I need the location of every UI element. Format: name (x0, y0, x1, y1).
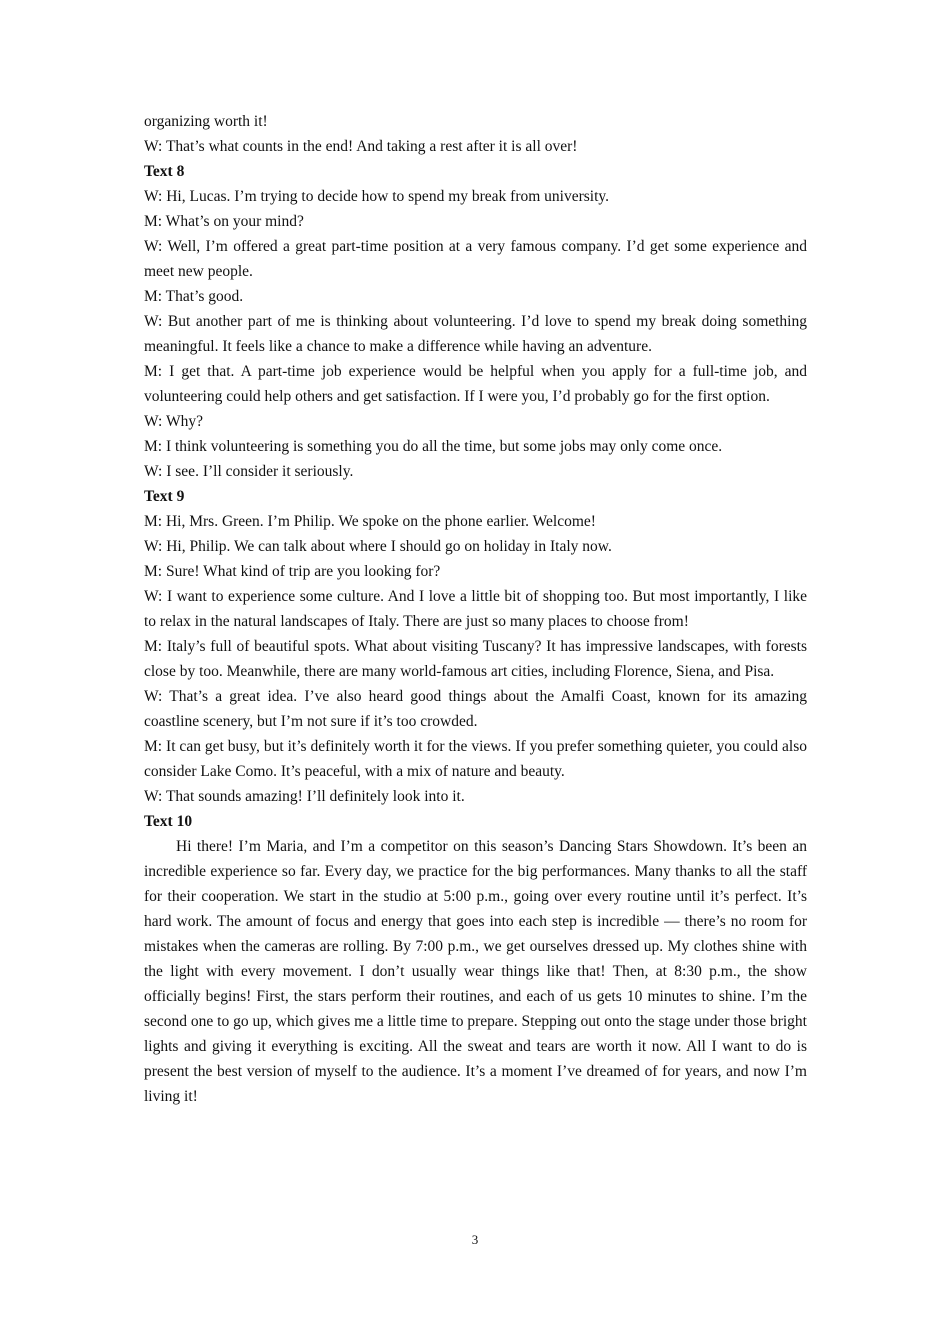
dialogue-line: W: I see. I’ll consider it seriously. (144, 463, 354, 480)
dialogue-line: M: That’s good. (144, 288, 244, 305)
dialogue-line: W: That’s a great idea. I’ve also heard good things about the Amalfi Coast, known for its amazing coastline scenery, but I’m not sure if it’s too crowded. (144, 688, 807, 730)
dialogue-line: M: It can get busy, but it’s definitely worth it for the views. If you prefer something quieter, you could also consider Lake Como. It’s peaceful, with a mix of nature and beauty. (144, 738, 807, 780)
dialogue-line: M: I get that. A part-time job experience would be helpful when you apply for a full-time job, and volunteering could help others and get satisfaction. If I were you, I’d probably go for the first option. (144, 363, 807, 405)
page-number: 3 (471, 1232, 479, 1247)
monologue-paragraph: Hi there! I’m Maria, and I’m a competitor on this season’s Dancing Stars Showdown. It’s been an incredible experience so far. Every day, we practice for the big performances. Many thanks to all the staff for their cooperation. We start in the studio at 5:00 p.m., going over every routine until it’s perfect. It’s hard work. The amount of focus and energy that goes into each step is incredible — there’s no room for mistakes when the cameras are rolling. By 7:00 p.m., we get ourselves dressed up. My clothes shine with the light with every movement. I don’t usually wear things like that! Then, at 8:30 p.m., the show officially begins! First, the stars perform their routines, and each of us gets 10 minutes to shine. I’m the second one to go up, which gives me a little time to prepare. Stepping out onto the stage under those bright lights and giving it everything is exciting. All the sweat and tears are worth it now. All I want to do is present the best version of myself to the audience. It’s a moment I’ve dreamed of for years, and now I’m living it! (144, 838, 807, 1105)
dialogue-line: W: That’s what counts in the end! And taking a rest after it is all over! (144, 138, 578, 155)
dialogue-line: M: What’s on your mind? (144, 213, 304, 230)
dialogue-line: W: Why? (144, 413, 203, 430)
dialogue-line: M: Sure! What kind of trip are you looking for? (144, 563, 441, 580)
section-heading: Text 9 (144, 488, 185, 505)
dialogue-line: organizing worth it! (144, 113, 268, 130)
dialogue-line: W: That sounds amazing! I’ll definitely look into it. (144, 788, 465, 805)
dialogue-line: W: I want to experience some culture. And I love a little bit of shopping too. But most importantly, I like to relax in the natural landscapes of Italy. There are just so many places to choose from! (144, 588, 807, 630)
dialogue-line: M: I think volunteering is something you do all the time, but some jobs may only come once. (144, 438, 723, 455)
dialogue-line: M: Italy’s full of beautiful spots. What about visiting Tuscany? It has impressive landscapes, with forests close by too. Meanwhile, there are many world-famous art cities, including Florence, Siena, and Pisa. (144, 638, 807, 680)
section-heading: Text 10 (144, 813, 193, 830)
dialogue-line: W: Hi, Lucas. I’m trying to decide how to spend my break from university. (144, 188, 610, 205)
document-body (144, 109, 807, 1109)
dialogue-line: W: Well, I’m offered a great part-time position at a very famous company. I’d get some experience and meet new people. (144, 238, 807, 280)
dialogue-line: W: But another part of me is thinking about volunteering. I’d love to spend my break doing something meaningful. It feels like a chance to make a difference while having an adventure. (144, 313, 807, 355)
dialogue-line: M: Hi, Mrs. Green. I’m Philip. We spoke on the phone earlier. Welcome! (144, 513, 596, 530)
dialogue-line: W: Hi, Philip. We can talk about where I should go on holiday in Italy now. (144, 538, 612, 555)
section-heading: Text 8 (144, 163, 185, 180)
